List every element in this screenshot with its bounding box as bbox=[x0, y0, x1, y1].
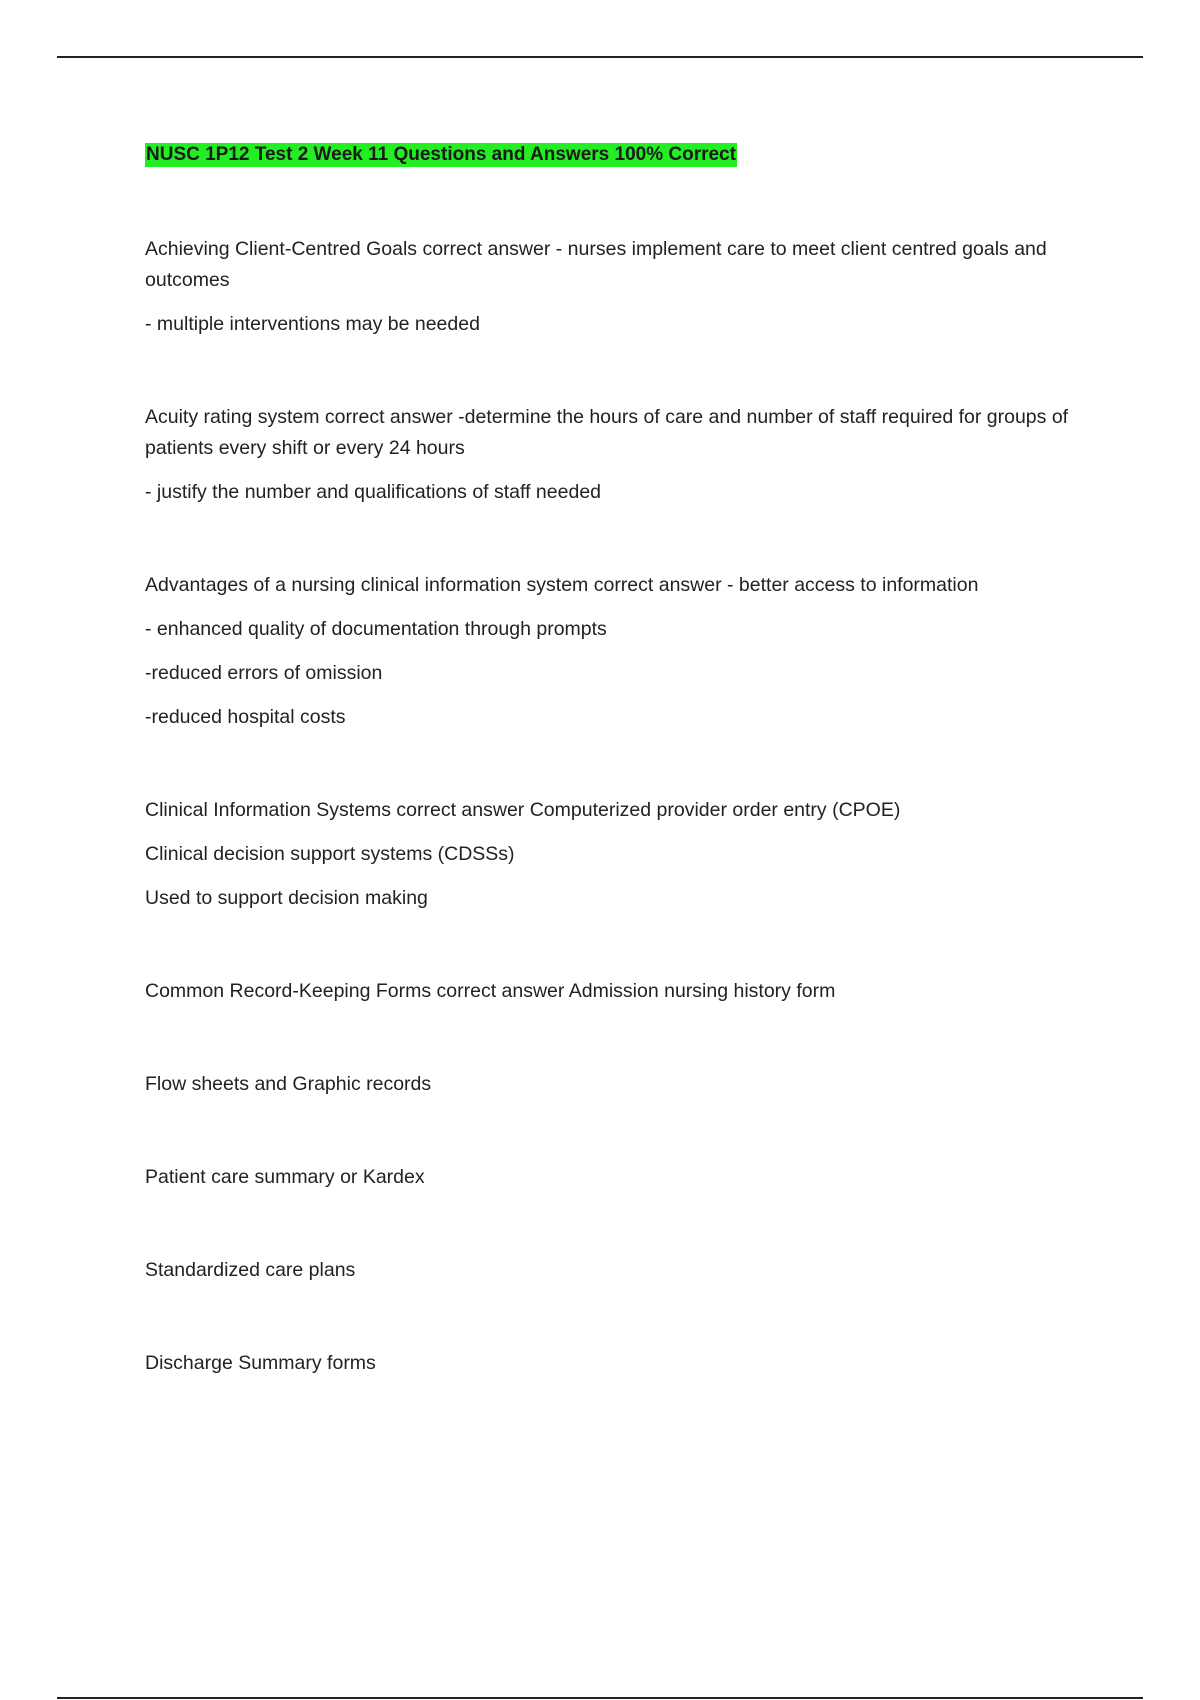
entry-text: Clinical Information Systems correct answer Computerized provider order entry (CPOE) bbox=[145, 799, 901, 821]
qa-entries bbox=[145, 234, 1090, 1379]
qa-entry bbox=[145, 234, 1090, 340]
entry-text: Patient care summary or Kardex bbox=[145, 1166, 425, 1188]
qa-entry bbox=[145, 402, 1090, 508]
qa-entry bbox=[145, 570, 1090, 733]
document-body bbox=[145, 143, 1090, 1441]
qa-entry bbox=[145, 1069, 1090, 1100]
entry-text: Flow sheets and Graphic records bbox=[145, 1073, 432, 1095]
qa-entry bbox=[145, 1162, 1090, 1193]
entry-text: Used to support decision making bbox=[145, 887, 428, 909]
document-title: NUSC 1P12 Test 2 Week 11 Questions and Answers 100% Correct bbox=[146, 144, 736, 165]
qa-entry bbox=[145, 795, 1090, 914]
entry-text: Standardized care plans bbox=[145, 1259, 356, 1281]
qa-entry bbox=[145, 976, 1090, 1007]
entry-text: - justify the number and qualifications of staff needed bbox=[145, 481, 602, 503]
entry-text: - enhanced quality of documentation through prompts bbox=[145, 618, 607, 640]
entry-text: Achieving Client-Centred Goals correct answer - nurses implement care to meet client centred goals and outcomes bbox=[145, 238, 1047, 291]
qa-entry bbox=[145, 1348, 1090, 1379]
entry-text: -reduced hospital costs bbox=[145, 706, 346, 728]
entry-text: Discharge Summary forms bbox=[145, 1352, 376, 1374]
entry-text: Advantages of a nursing clinical information system correct answer - better access to information bbox=[145, 574, 979, 596]
footer-rule bbox=[57, 1697, 1143, 1699]
entry-text: Clinical decision support systems (CDSSs) bbox=[145, 843, 515, 865]
entry-text: Acuity rating system correct answer -determine the hours of care and number of staff required for groups of patients every shift or every 24 hours bbox=[145, 406, 1069, 459]
entry-text: - multiple interventions may be needed bbox=[145, 313, 480, 335]
header-rule bbox=[57, 56, 1143, 58]
entry-text: Common Record-Keeping Forms correct answer Admission nursing history form bbox=[145, 980, 836, 1002]
qa-entry bbox=[145, 1255, 1090, 1286]
entry-text: -reduced errors of omission bbox=[145, 662, 383, 684]
